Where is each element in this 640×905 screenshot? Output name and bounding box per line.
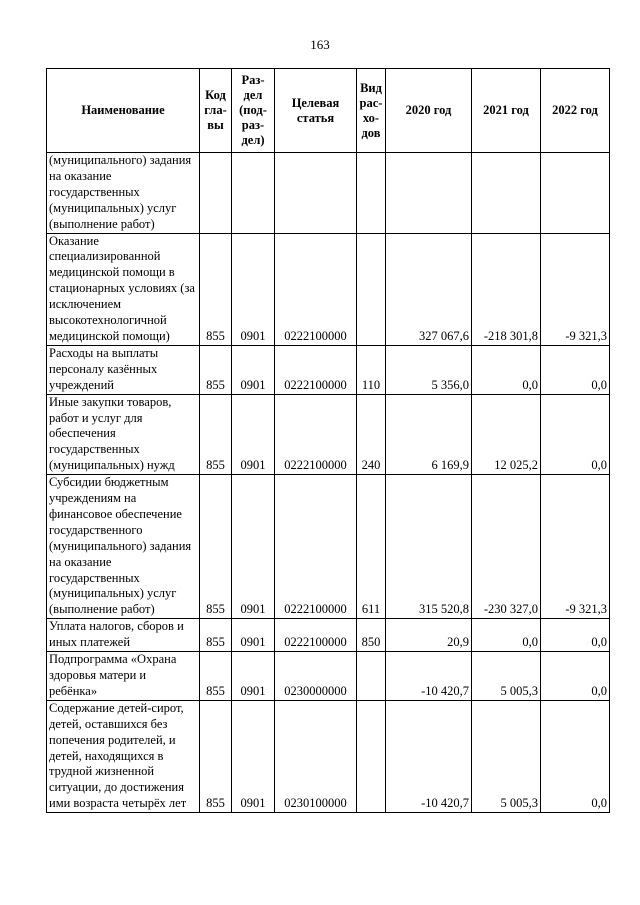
table-row [47,700,610,812]
row-code: 855 [200,475,232,619]
row-type: 850 [357,619,386,652]
header-2020: 2020 год [386,69,472,153]
row-target: 0230000000 [275,652,357,701]
row-code: 855 [200,394,232,475]
row-code [200,153,232,234]
row-target: 0222100000 [275,233,357,345]
table-row [47,619,610,652]
row-code: 855 [200,700,232,812]
row-target: 0222100000 [275,619,357,652]
row-2020: -10 420,7 [386,700,472,812]
row-2022: 0,0 [541,394,610,475]
row-target: 0230100000 [275,700,357,812]
row-2021: -230 327,0 [472,475,541,619]
row-2020: 327 067,6 [386,233,472,345]
row-section: 0901 [232,233,275,345]
row-name: Уплата налогов, сборов и иных платежей [47,619,200,652]
row-section: 0901 [232,345,275,394]
row-section: 0901 [232,475,275,619]
header-2021: 2021 год [472,69,541,153]
header-code: Код гла- вы [200,69,232,153]
row-2022: 0,0 [541,700,610,812]
table-row [47,652,610,701]
row-2021: 0,0 [472,619,541,652]
table-row [47,394,610,475]
row-name: (муниципального) задания на оказание государственных (муниципальных) услуг (выполнение работ) [47,153,200,234]
row-2021: 0,0 [472,345,541,394]
row-target: 0222100000 [275,345,357,394]
row-section: 0901 [232,652,275,701]
row-2022: 0,0 [541,652,610,701]
row-2022: -9 321,3 [541,475,610,619]
header-name: Наименование [47,69,200,153]
row-2022: -9 321,3 [541,233,610,345]
row-target [275,153,357,234]
row-type: 240 [357,394,386,475]
row-2020: 20,9 [386,619,472,652]
row-type [357,652,386,701]
row-2020: -10 420,7 [386,652,472,701]
table-row [47,475,610,619]
row-code: 855 [200,619,232,652]
table-row [47,153,610,234]
row-2022 [541,153,610,234]
row-type [357,153,386,234]
row-2022: 0,0 [541,619,610,652]
row-name: Расходы на выплаты персоналу казённых учреждений [47,345,200,394]
row-type [357,700,386,812]
row-section: 0901 [232,700,275,812]
row-type [357,233,386,345]
page-number: 163 [310,37,330,52]
header-section: Раз- дел (под- раз- дел) [232,69,275,153]
row-2021: 12 025,2 [472,394,541,475]
row-name: Содержание детей-сирот, детей, оставшихся без попечения родителей, и детей, находящихся в трудной жизненной ситуации, до достижения ими возраста четырёх лет [47,700,200,812]
row-code: 855 [200,233,232,345]
budget-table [46,68,610,813]
row-2020: 5 356,0 [386,345,472,394]
row-2020: 6 169,9 [386,394,472,475]
row-target: 0222100000 [275,394,357,475]
row-name: Подпрограмма «Охрана здоровья матери и ребёнка» [47,652,200,701]
row-2021: -218 301,8 [472,233,541,345]
row-name: Субсидии бюджетным учреждениям на финансовое обеспечение государственного (муниципального) задания на оказание государственных (муниципальных) услуг (выполнение работ) [47,475,200,619]
row-section: 0901 [232,619,275,652]
row-2020: 315 520,8 [386,475,472,619]
table-header-row [47,69,610,153]
row-section [232,153,275,234]
row-type: 611 [357,475,386,619]
row-2021: 5 005,3 [472,700,541,812]
row-code: 855 [200,652,232,701]
header-target: Целевая статья [275,69,357,153]
row-2021 [472,153,541,234]
row-2020 [386,153,472,234]
row-code: 855 [200,345,232,394]
table-row [47,233,610,345]
header-2022: 2022 год [541,69,610,153]
row-target: 0222100000 [275,475,357,619]
row-name: Оказание специализированной медицинской помощи в стационарных условиях (за исключением высокотехнологичной медицинской помощи) [47,233,200,345]
row-type: 110 [357,345,386,394]
table-row [47,345,610,394]
row-name: Иные закупки товаров, работ и услуг для обеспечения государственных (муниципальных) нужд [47,394,200,475]
header-type: Вид рас- хо- дов [357,69,386,153]
row-section: 0901 [232,394,275,475]
row-2021: 5 005,3 [472,652,541,701]
row-2022: 0,0 [541,345,610,394]
